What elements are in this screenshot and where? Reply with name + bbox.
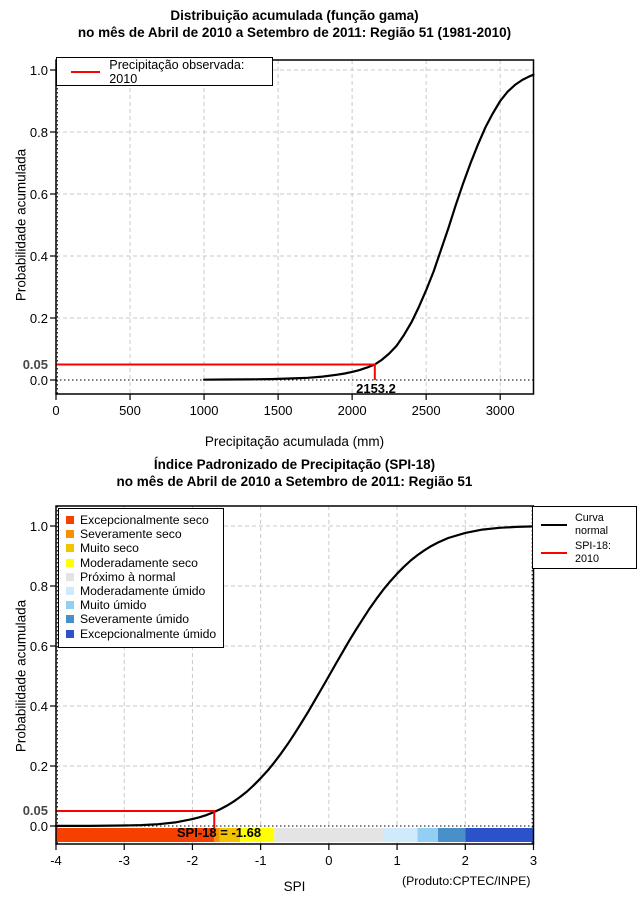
category-swatch <box>66 544 74 552</box>
legend-item <box>59 627 223 641</box>
category-swatch <box>66 601 74 609</box>
x-tick-label: 0 <box>325 853 333 868</box>
category-swatch <box>66 530 74 538</box>
top-x-axis-title: Precipitação acumulada (mm) <box>204 434 385 449</box>
bottom-chart-title <box>0 456 589 490</box>
normal-curve-line-sample <box>541 524 567 526</box>
legend-item-label: Excepcionalmente úmido <box>80 626 217 641</box>
top-chart-title <box>0 7 589 41</box>
category-swatch <box>66 630 74 638</box>
y-tick-label: 1.0 <box>29 63 48 78</box>
observed-precip-annotation: 2153.2 <box>356 381 396 396</box>
top-legend-label: Precipitação observada: 2010 <box>109 57 245 86</box>
x-tick-label: -4 <box>50 853 62 868</box>
x-tick-label: 0 <box>52 403 60 418</box>
x-tick-label: 1 <box>393 853 401 868</box>
spi-observed-label: SPI-18: 2010 <box>575 540 612 565</box>
x-tick-label: 2 <box>461 853 469 868</box>
x-tick-label: 2500 <box>411 403 441 418</box>
y-tick-label: 0.8 <box>29 579 48 594</box>
legend-item-label: Moderadamente úmido <box>80 584 206 599</box>
legend-item-label: Muito úmido <box>80 598 147 613</box>
legend-item <box>59 513 223 527</box>
category-swatch <box>66 559 74 567</box>
bottom-x-axis-title: SPI <box>283 879 306 894</box>
legend-item <box>59 527 223 541</box>
bottom-curves-legend <box>532 506 637 569</box>
legend-item-label: Excepcionalmente seco <box>80 513 209 528</box>
category-swatch <box>66 516 74 524</box>
y-tick-label: 0.4 <box>29 699 48 714</box>
top-chart-title-line1: Distribuição acumulada (função gama) <box>170 8 419 23</box>
category-swatch <box>66 615 74 623</box>
y-tick-label: 0.6 <box>29 187 48 202</box>
x-tick-label: -3 <box>118 853 130 868</box>
legend-item-label: Severamente seco <box>80 527 182 542</box>
y-tick-label: 0.8 <box>29 125 48 140</box>
x-tick-label: -2 <box>186 853 199 868</box>
legend-item <box>59 570 223 584</box>
legend-item-label: Muito seco <box>80 541 139 556</box>
bottom-chart-title-line2: no mês de Abril de 2010 a Setembro de 2011: Região 51 <box>116 474 473 489</box>
top-y-axis-title: Probabilidade acumulada <box>13 148 29 302</box>
observed-line-sample <box>71 71 100 73</box>
x-tick-label: 1500 <box>263 403 293 418</box>
top-chart-title-line2: no mês de Abril de 2010 a Setembro de 2011: Região 51 (1981-2010) <box>77 25 512 40</box>
bottom-005-tick-label: 0.05 <box>22 803 48 818</box>
category-swatch <box>66 587 74 595</box>
normal-curve-label: Curva normal <box>575 512 609 537</box>
legend-row-normal-curve <box>533 512 636 538</box>
product-credit: (Produto:CPTEC/INPE) <box>402 874 531 888</box>
legend-item <box>59 598 223 612</box>
top-legend <box>56 57 273 86</box>
spi-categories-legend <box>58 508 224 648</box>
observed-spi-annotation: SPI-18 = -1.68 <box>176 825 262 840</box>
x-tick-label: 3000 <box>485 403 515 418</box>
x-tick-label: 1000 <box>189 403 219 418</box>
bottom-chart-title-line1: Índice Padronizado de Precipitação (SPI-18) <box>153 457 436 472</box>
y-tick-label: 0.0 <box>29 819 48 834</box>
top-005-tick-label: 0.05 <box>22 357 48 372</box>
spi-observed-line-sample <box>541 552 567 554</box>
legend-item <box>59 556 223 570</box>
legend-item <box>59 584 223 598</box>
legend-item-label: Severamente úmido <box>80 612 190 627</box>
legend-item <box>59 541 223 555</box>
legend-row-spi-observed <box>533 540 636 566</box>
legend-item-label: Moderadamente seco <box>80 555 198 570</box>
plot-box <box>56 57 534 394</box>
y-tick-label: 1.0 <box>29 519 48 534</box>
spi-category-bar-segment <box>383 828 417 842</box>
legend-item <box>59 612 223 626</box>
observed-reference-line <box>56 365 375 381</box>
legend-item-label: Próximo à normal <box>80 569 176 584</box>
category-swatch <box>66 573 74 581</box>
x-tick-label: 3 <box>529 853 538 868</box>
spi-category-bar-segment <box>438 828 465 842</box>
bottom-y-axis-title: Probabilidade acumulada <box>13 599 29 753</box>
spi-category-bar-segment <box>465 828 533 842</box>
y-tick-label: 0.2 <box>29 759 48 774</box>
x-tick-label: -1 <box>254 853 267 868</box>
y-tick-label: 0.2 <box>29 311 48 326</box>
spi-category-bar-segment <box>418 828 438 842</box>
x-tick-label: 2000 <box>337 403 367 418</box>
y-tick-label: 0.6 <box>29 639 48 654</box>
y-tick-label: 0.0 <box>29 373 48 388</box>
x-tick-label: 500 <box>119 403 141 418</box>
gamma-cdf-curve <box>204 75 533 380</box>
y-tick-label: 0.4 <box>29 249 48 264</box>
